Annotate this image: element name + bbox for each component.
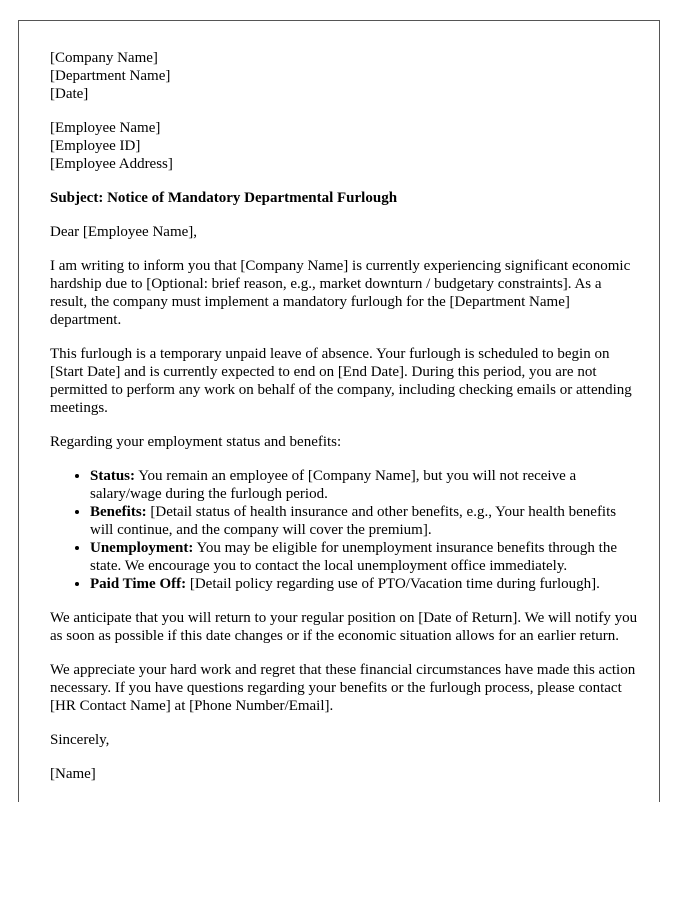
signoff: Sincerely, <box>50 732 110 748</box>
recipient-id: [Employee ID] <box>50 138 141 154</box>
bullet-label: Paid Time Off: <box>90 576 187 592</box>
bullet-text: You remain an employee of [Company Name], but you will not receive a salary/wage during the furlough period. <box>90 468 577 502</box>
signature-name: [Name] <box>50 766 96 782</box>
subject-line: Subject: Notice of Mandatory Departmental Furlough <box>50 190 398 206</box>
bullet-label: Benefits: <box>90 504 147 520</box>
intro-paragraph: I am writing to inform you that [Company Name] is currently experiencing significant economic hardship due to [Optional: brief reason, e.g., market downturn / budgetary constraints]. As a result, the company must implement a mandatory furlough for the [Department Name] department. <box>50 258 631 328</box>
benefits-list <box>50 467 640 593</box>
sender-block <box>50 49 640 103</box>
bullet-text: [Detail policy regarding use of PTO/Vacation time during furlough]. <box>186 576 600 592</box>
list-item-unemployment <box>90 539 640 575</box>
details-paragraph: This furlough is a temporary unpaid leave of absence. Your furlough is scheduled to begin on [Start Date] and is currently expected to end on [End Date]. During this period, you are not permitted to perform any work on behalf of the company, including checking emails or attending meetings. <box>50 346 632 416</box>
bullet-text: You may be eligible for unemployment insurance benefits through the state. We encourage you to contact the local unemployment office immediately. <box>90 540 617 574</box>
sender-department: [Department Name] <box>50 68 171 84</box>
salutation: Dear [Employee Name], <box>50 224 198 240</box>
letter-date: [Date] <box>50 86 89 102</box>
list-item-status <box>90 467 640 503</box>
closing-paragraph: We appreciate your hard work and regret that these financial circumstances have made this action necessary. If you have questions regarding your benefits or the furlough process, please contact [HR Contact Name] at [Phone Number/Email]. <box>50 662 636 714</box>
bullet-label: Unemployment: <box>90 540 194 556</box>
letter-page <box>18 20 660 802</box>
sender-company: [Company Name] <box>50 50 158 66</box>
recipient-name: [Employee Name] <box>50 120 161 136</box>
list-item-benefits <box>90 503 640 539</box>
recipient-block <box>50 119 640 173</box>
list-item-pto <box>90 575 640 593</box>
benefits-intro-paragraph: Regarding your employment status and benefits: <box>50 434 342 450</box>
bullet-label: Status: <box>90 468 136 484</box>
return-paragraph: We anticipate that you will return to your regular position on [Date of Return]. We will notify you as soon as possible if this date changes or if the economic situation allows for an earlier return. <box>50 610 638 644</box>
bullet-text: [Detail status of health insurance and other benefits, e.g., Your health benefits will continue, and the company will cover the premium]. <box>90 504 617 538</box>
recipient-address: [Employee Address] <box>50 156 173 172</box>
letter-content <box>50 49 640 799</box>
